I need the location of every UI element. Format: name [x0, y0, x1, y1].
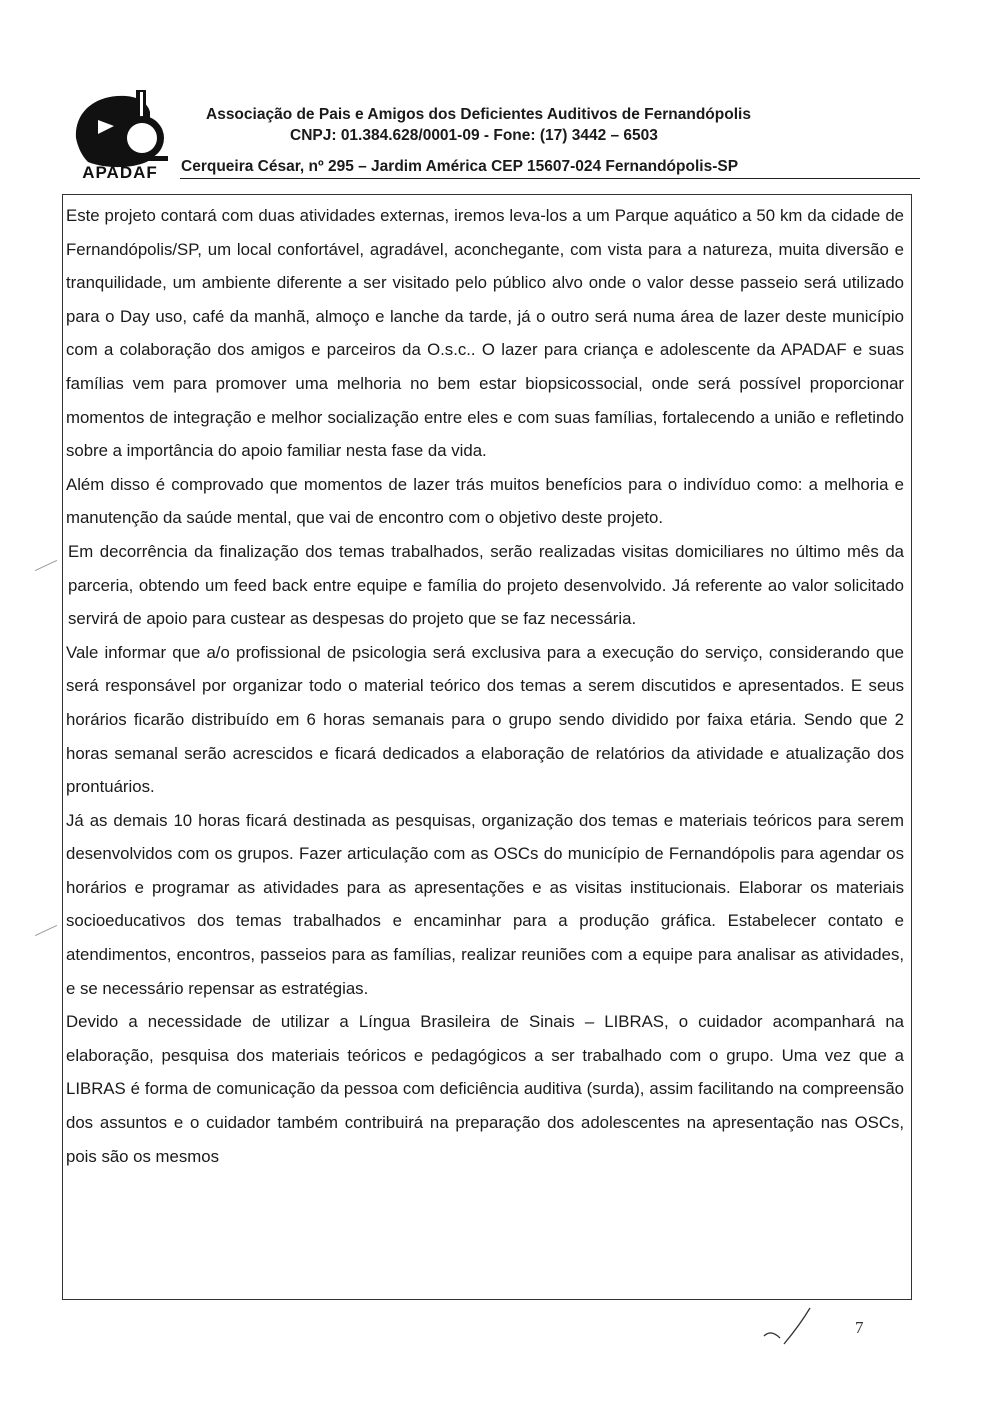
paragraph: Este projeto contará com duas atividades externas, iremos leva-los a um Parque aquático a 50 km da cidade de Fernandópolis/SP, um local confortável, agradável, aconchegante, com vista para a natureza, muita diversão e tranquilidade, um ambiente diferente a ser visitado pelo público alvo onde o valor desse passeio será utilizado para o Day uso, café da manhã, almoço e lanche da tarde, já o outro será numa área de lazer deste município com a colaboração dos amigos e parceiros da O.s.c.. O lazer para criança e adolescente da APADAF e suas famílias vem para promover uma melhoria no bem estar biopsicossocial, onde será possível proporcionar momentos de integração e melhor socialização entre eles e com suas famílias, fortalecendo a união e refletindo sobre a importância do apoio familiar nesta fase da vida.	[66, 206, 904, 461]
paragraph: Vale informar que a/o profissional de psicologia será exclusiva para a execução do serviço, considerando que será responsável por organizar todo o material teórico dos temas a serem discutidos e apresentados. E seus horários ficarão distribuído em 6 horas semanais para o grupo sendo dividido por faixa etária. Sendo que 2 horas semanal serão acrescidos e ficará dedicados a elaboração de relatórios da atividade e atualização dos prontuários.	[66, 642, 904, 797]
letterhead	[60, 90, 920, 190]
document-body	[66, 199, 904, 1173]
address: Cerqueira César, nº 295 – Jardim América CEP 15607-024 Fernandópolis-SP	[181, 158, 739, 175]
paragraph: Já as demais 10 horas ficará destinada as pesquisas, organização dos temas e materiais teóricos para serem desenvolvidos com os grupos. Fazer articulação com as OSCs do município de Fernandópolis para agendar os horários e programar as atividades para as apresentações e as visitas institucionais. Elaborar os materiais socioeducativos dos temas trabalhados e encaminhar para a produção gráfica. Estabelecer contato e atendimentos, encontros, passeios para as famílias, realizar reuniões com a equipe para analisar as atividades, e se necessário repensar as estratégias.	[66, 810, 904, 998]
cnpj-phone: CNPJ: 01.384.628/0001-09 - Fone: (17) 3442 – 6503	[290, 127, 658, 144]
signature-initials	[760, 1306, 830, 1350]
paragraph: Além disso é comprovado que momentos de lazer trás muitos benefícios para o indivíduo como: a melhoria e manutenção da saúde mental, que vai de encontro com o objetivo deste projeto.	[66, 474, 904, 528]
paragraph: Devido a necessidade de utilizar a Língua Brasileira de Sinais – LIBRAS, o cuidador acompanhará na elaboração, pesquisa dos materiais teóricos e pedagógicos a ser trabalhado com o grupo. Uma vez que a LIBRAS é forma de comunicação da pessoa com deficiência auditiva (surda), assim facilitando na compreensão dos assuntos e o cuidador também contribuirá na preparação dos adolescentes na apresentação nas OSCs, pois são os mesmos	[66, 1012, 904, 1166]
organization-name: Associação de Pais e Amigos dos Deficientes Auditivos de Fernandópolis	[206, 106, 751, 123]
header-rule	[180, 178, 920, 179]
paragraph: Em decorrência da finalização dos temas trabalhados, serão realizadas visitas domiciliares no último mês da parceria, obtendo um feed back entre equipe e família do projeto desenvolvido. Já referente ao valor solicitado servirá de apoio para custear as despesas do projeto que se faz necessária.	[68, 541, 904, 629]
margin-mark	[35, 560, 57, 571]
page-number: 7	[855, 1318, 864, 1337]
logo-wordmark: APADAF	[82, 163, 158, 182]
margin-mark	[35, 925, 57, 936]
